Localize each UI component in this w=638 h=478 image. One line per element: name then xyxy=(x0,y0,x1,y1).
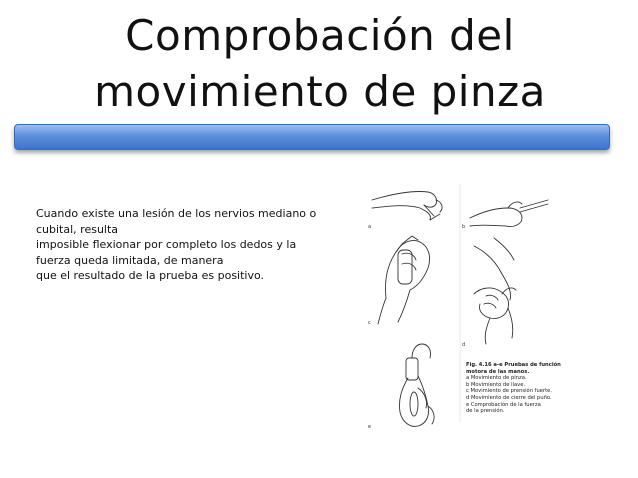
panel-d-fist-drawing xyxy=(474,238,516,344)
panel-label-d: d xyxy=(462,342,466,348)
body-line: que el resultado de la prueba es positivo. xyxy=(36,269,265,282)
body-paragraph xyxy=(36,206,326,284)
title-accent-bar xyxy=(14,124,610,150)
slide-title-line-2: movimiento de pinza xyxy=(94,67,546,116)
panel-label-e: e xyxy=(368,424,372,430)
figure-caption xyxy=(466,362,566,415)
body-line: cubital, resulta xyxy=(36,222,119,236)
panel-label-b: b xyxy=(462,224,466,230)
slide-title xyxy=(20,8,620,120)
panel-b-key-drawing xyxy=(470,200,548,227)
caption-line: e Comprobación de la fuerza xyxy=(466,401,541,408)
panel-e-dynamometer-drawing xyxy=(399,344,434,426)
body-line: fuerza queda limitada, de manera xyxy=(36,253,224,267)
slide-title-line-1: Comprobación del xyxy=(125,11,515,60)
caption-line: Fig. 4.16 a-e Pruebas de función xyxy=(466,362,561,368)
hand-function-illustration xyxy=(362,178,568,436)
caption-line: c Movimiento de prensión fuerte. xyxy=(466,388,552,395)
panel-label-a: a xyxy=(368,224,372,230)
caption-line: a Movimiento de pinza. xyxy=(466,375,527,382)
panel-a-pinch-drawing xyxy=(372,191,442,220)
caption-line: de la prensión. xyxy=(466,408,505,415)
panel-label-c: c xyxy=(368,320,371,326)
caption-line: b Movimiento de llave. xyxy=(466,381,526,388)
body-line: imposible flexionar por completo los dedos y la xyxy=(36,238,297,251)
panel-c-power-grip-drawing xyxy=(378,236,430,324)
body-line: Cuando existe una lesión de los nervios mediano o xyxy=(36,207,317,220)
caption-line: motora de las manos. xyxy=(466,368,530,375)
caption-line: d Movimiento de cierre del puño. xyxy=(466,394,552,401)
